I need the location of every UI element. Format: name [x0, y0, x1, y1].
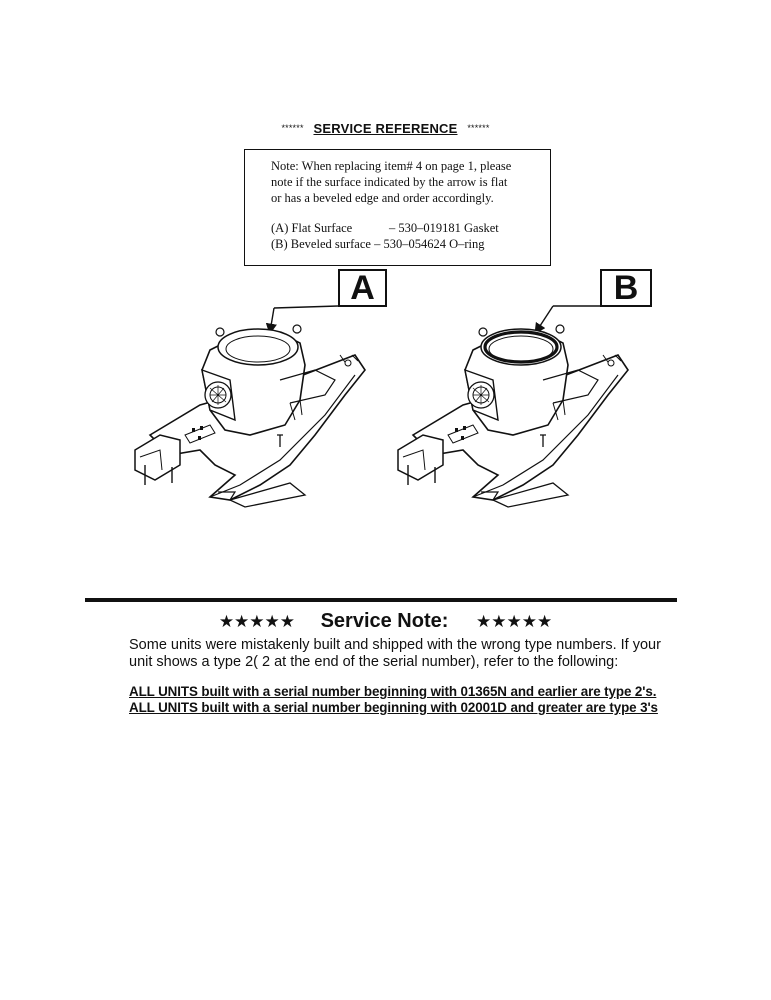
label-a: A [338, 269, 387, 307]
option-a-part: – 530–019181 Gasket [389, 221, 499, 235]
service-note-body [129, 637, 689, 671]
note-line-1: Note: When replacing item# 4 on page 1, please [271, 159, 512, 173]
option-b-part: – 530–054624 O–ring [374, 237, 485, 251]
service-note-stars-left: ★★★★★ [218, 612, 296, 631]
section-divider [85, 598, 677, 602]
header-stars-right: ****** [467, 123, 490, 133]
header-stars-left: ****** [281, 123, 304, 133]
service-note-line-1: Some units were mistakenly built and shipped with the wrong type numbers. If your [129, 637, 661, 653]
service-note-stars-right: ★★★★★ [475, 612, 553, 631]
unit-rule-type-3: ALL UNITS built with a serial number beginning with 02001D and greater are type 3's [129, 700, 658, 715]
service-note-heading [0, 610, 771, 633]
option-a-label: (A) Flat Surface [271, 221, 353, 235]
label-b: B [600, 269, 652, 307]
note-line-2: note if the surface indicated by the arrow is flat [271, 175, 508, 189]
service-note-line-2: unit shows a type 2( 2 at the end of the serial number), refer to the following: [129, 654, 619, 670]
unit-rule-type-2: ALL UNITS built with a serial number beginning with 01365N and earlier are type 2's. [129, 684, 657, 699]
option-b-label: (B) Beveled surface [271, 237, 371, 251]
service-note-title: Service Note: [320, 610, 449, 632]
service-reference-title: SERVICE REFERENCE [313, 121, 458, 136]
note-line-3: or has a beveled edge and order accordingly. [271, 191, 494, 205]
